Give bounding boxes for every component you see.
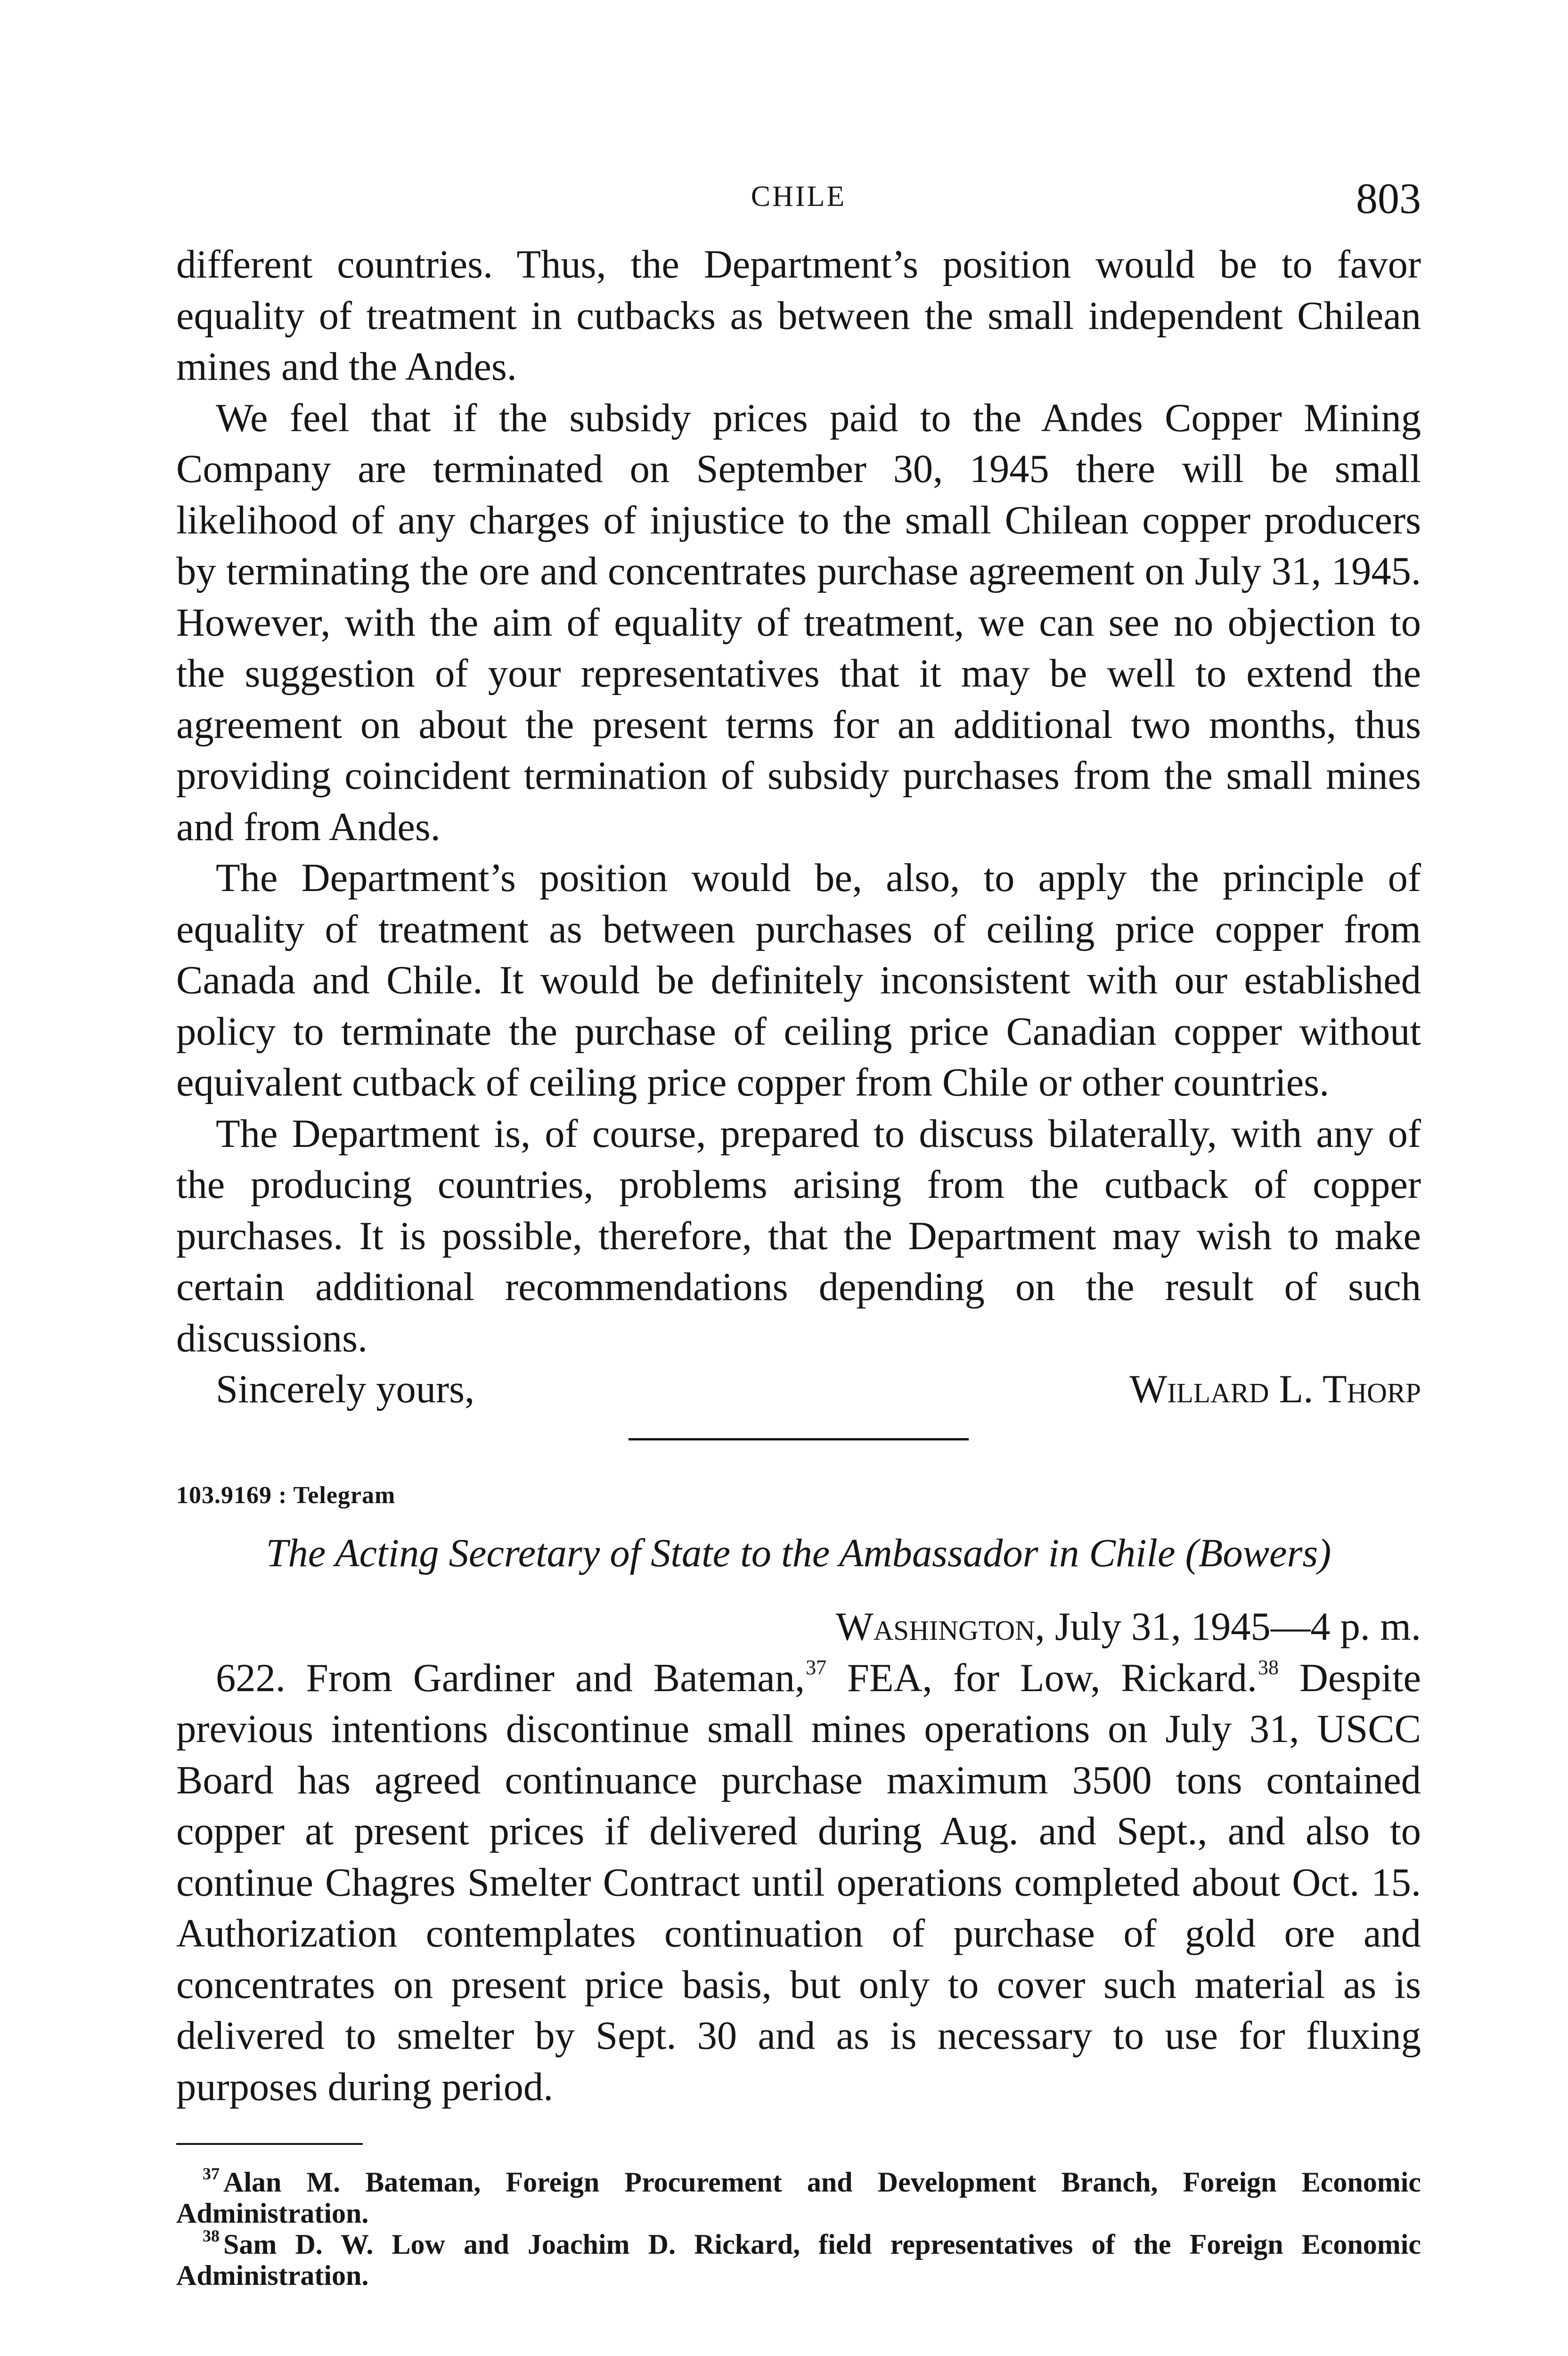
footnote-37	[176, 2164, 1421, 2229]
dateline-date: July 31, 1945—4 p. m.	[1045, 1605, 1421, 1649]
file-reference: 103.9169 : Telegram	[176, 1481, 396, 1509]
footnote-ref-37: 37	[806, 1655, 827, 1679]
footnotes	[176, 2164, 1421, 2291]
section-divider	[629, 1438, 969, 1440]
telegram-body-part-2: FEA, for Low, Rickard.	[826, 1656, 1258, 1700]
letter-paragraph-3: The Department’s position would be, also, to apply the principle of equality of treatment as between purchases of ceiling price copper from Canada and Chile. It would be definitely inconsistent with our established policy to terminate the purchase of ceiling price Canadian copper without equivalent cutback of ceiling price copper from Chile or other countries.	[176, 856, 1421, 1104]
footnote-divider	[176, 2143, 363, 2145]
body-text	[176, 239, 1421, 2291]
signature-line	[176, 1364, 1421, 1415]
page-number: 803	[1356, 174, 1421, 222]
dateline-place: Washington,	[835, 1605, 1045, 1649]
footnote-text-37: Alan M. Bateman, Foreign Procurement and Development Branch, Foreign Economic Administration.	[176, 2167, 1421, 2229]
running-head	[176, 173, 1421, 225]
footnote-38	[176, 2226, 1421, 2291]
running-title: CHILE	[751, 180, 847, 213]
letter-paragraph-4: The Department is, of course, prepared to discuss bilaterally, with any of the producing countries, problems arising from the cutback of copper purchases. It is possible, therefore, that the Department may wish to make certain additional recommendations depending on the result of such discussions.	[176, 1112, 1421, 1360]
footnote-ref-38: 38	[1258, 1655, 1279, 1679]
document-title: The Acting Secretary of State to the Ambassador in Chile (Bowers)	[266, 1531, 1331, 1575]
footnote-marker-37: 37	[203, 2164, 220, 2183]
footnote-text-38: Sam D. W. Low and Joachim D. Rickard, field representatives of the Foreign Economic Administration.	[176, 2229, 1421, 2291]
letter-signer: Willard L. Thorp	[1129, 1367, 1421, 1411]
footnote-marker-38: 38	[203, 2226, 220, 2245]
telegram-body	[176, 1653, 1421, 2113]
letter-paragraph-2: We feel that if the subsidy prices paid to the Andes Copper Mining Company are terminated on September 30, 1945 there will be small likelihood of any charges of injustice to the small Chilean copper producers by terminating the ore and concentrates purchase agreement on July 31, 1945. However, with the aim of equality of treatment, we can see no objection to the suggestion of your representatives that it may be well to extend the agreement on about the present terms for an additional two months, thus providing coincident termination of subsidy purchases from the small mines and from Andes.	[176, 396, 1421, 849]
telegram-body-part-3: Despite previous intentions discontinue small mines operations on July 31, USCC Board has agreed continuance purchase maximum 3500 tons contained copper at present prices if delivered during Aug. and Sept., and also to continue Chagres Smelter Contract until operations completed about Oct. 15. Authorization contemplates continuation of purchase of gold ore and concentrates on present price basis, but only to cover such material as is delivered to smelter by Sept. 30 and as is necessary to use for fluxing purposes during period.	[176, 1656, 1421, 2109]
letter-closing: Sincerely yours,	[216, 1367, 475, 1411]
dateline	[176, 1602, 1421, 1653]
telegram-body-part-1: 622. From Gardiner and Bateman,	[216, 1656, 805, 1700]
letter-paragraph-1: different countries. Thus, the Department’s position would be to favor equality of treatment in cutbacks as between the small independent Chilean mines and the Andes.	[176, 243, 1421, 389]
